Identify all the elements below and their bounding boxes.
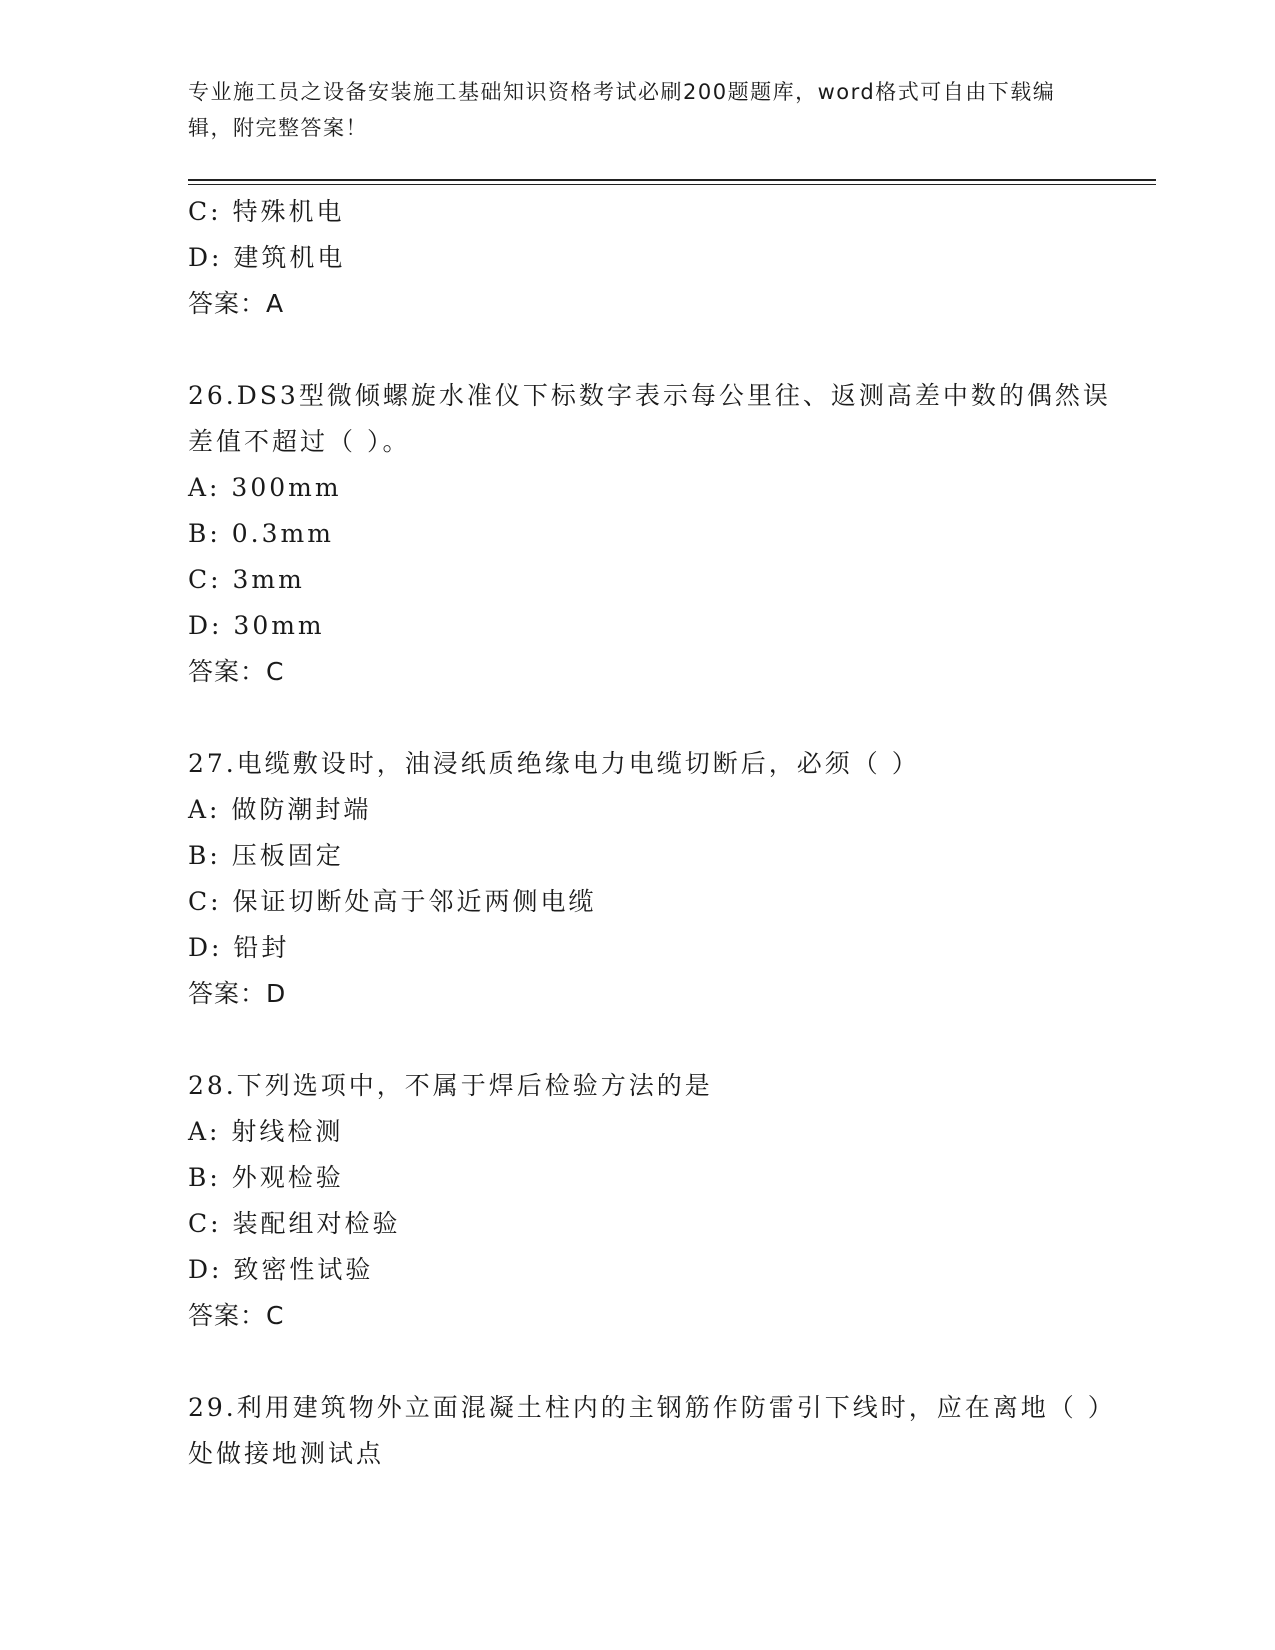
option-c: C: 装配组对检验 (188, 1209, 401, 1238)
option-d: D: 铅封 (188, 933, 290, 962)
question-stem: 28.下列选项中，不属于焊后检验方法的是 (188, 1071, 713, 1100)
option-a: A: 300mm (188, 473, 342, 502)
option-c: C: 特殊机电 (188, 197, 345, 226)
header-rule (188, 179, 1156, 181)
question-28 (188, 1063, 1118, 1339)
option-b: B: 压板固定 (188, 841, 344, 870)
question-26 (188, 373, 1118, 695)
answer-line: 答案：D (188, 979, 287, 1008)
question-29 (188, 1385, 1118, 1477)
question-stem: 27.电缆敷设时，油浸纸质绝缘电力电缆切断后，必须（ ） (188, 749, 920, 778)
question-stem: 26.DS3型微倾螺旋水准仪下标数字表示每公里往、返测高差中数的偶然误差值不超过（ ）。 (188, 381, 1111, 456)
option-a: A: 做防潮封端 (188, 795, 372, 824)
question-list (188, 189, 1118, 1477)
option-c: C: 保证切断处高于邻近两侧电缆 (188, 887, 597, 916)
option-d: D: 30mm (188, 611, 325, 640)
answer-line: 答案：C (188, 657, 285, 686)
option-b: B: 0.3mm (188, 519, 334, 548)
option-d: D: 建筑机电 (188, 243, 346, 272)
answer-line: 答案：C (188, 1301, 285, 1330)
option-c: C: 3mm (188, 565, 305, 594)
option-b: B: 外观检验 (188, 1163, 344, 1192)
answer-line: 答案：A (188, 289, 285, 318)
option-d: D: 致密性试验 (188, 1255, 374, 1284)
question-27 (188, 741, 1118, 1017)
document-header: 专业施工员之设备安装施工基础知识资格考试必刷200题题库，word格式可自由下载编辑，附完整答案！ (188, 80, 1056, 140)
header-rule-thin (188, 184, 1156, 185)
question-25 (188, 189, 1118, 327)
option-a: A: 射线检测 (188, 1117, 344, 1146)
question-stem: 29.利用建筑物外立面混凝土柱内的主钢筋作防雷引下线时，应在离地（ ）处做接地测试点 (188, 1393, 1116, 1468)
